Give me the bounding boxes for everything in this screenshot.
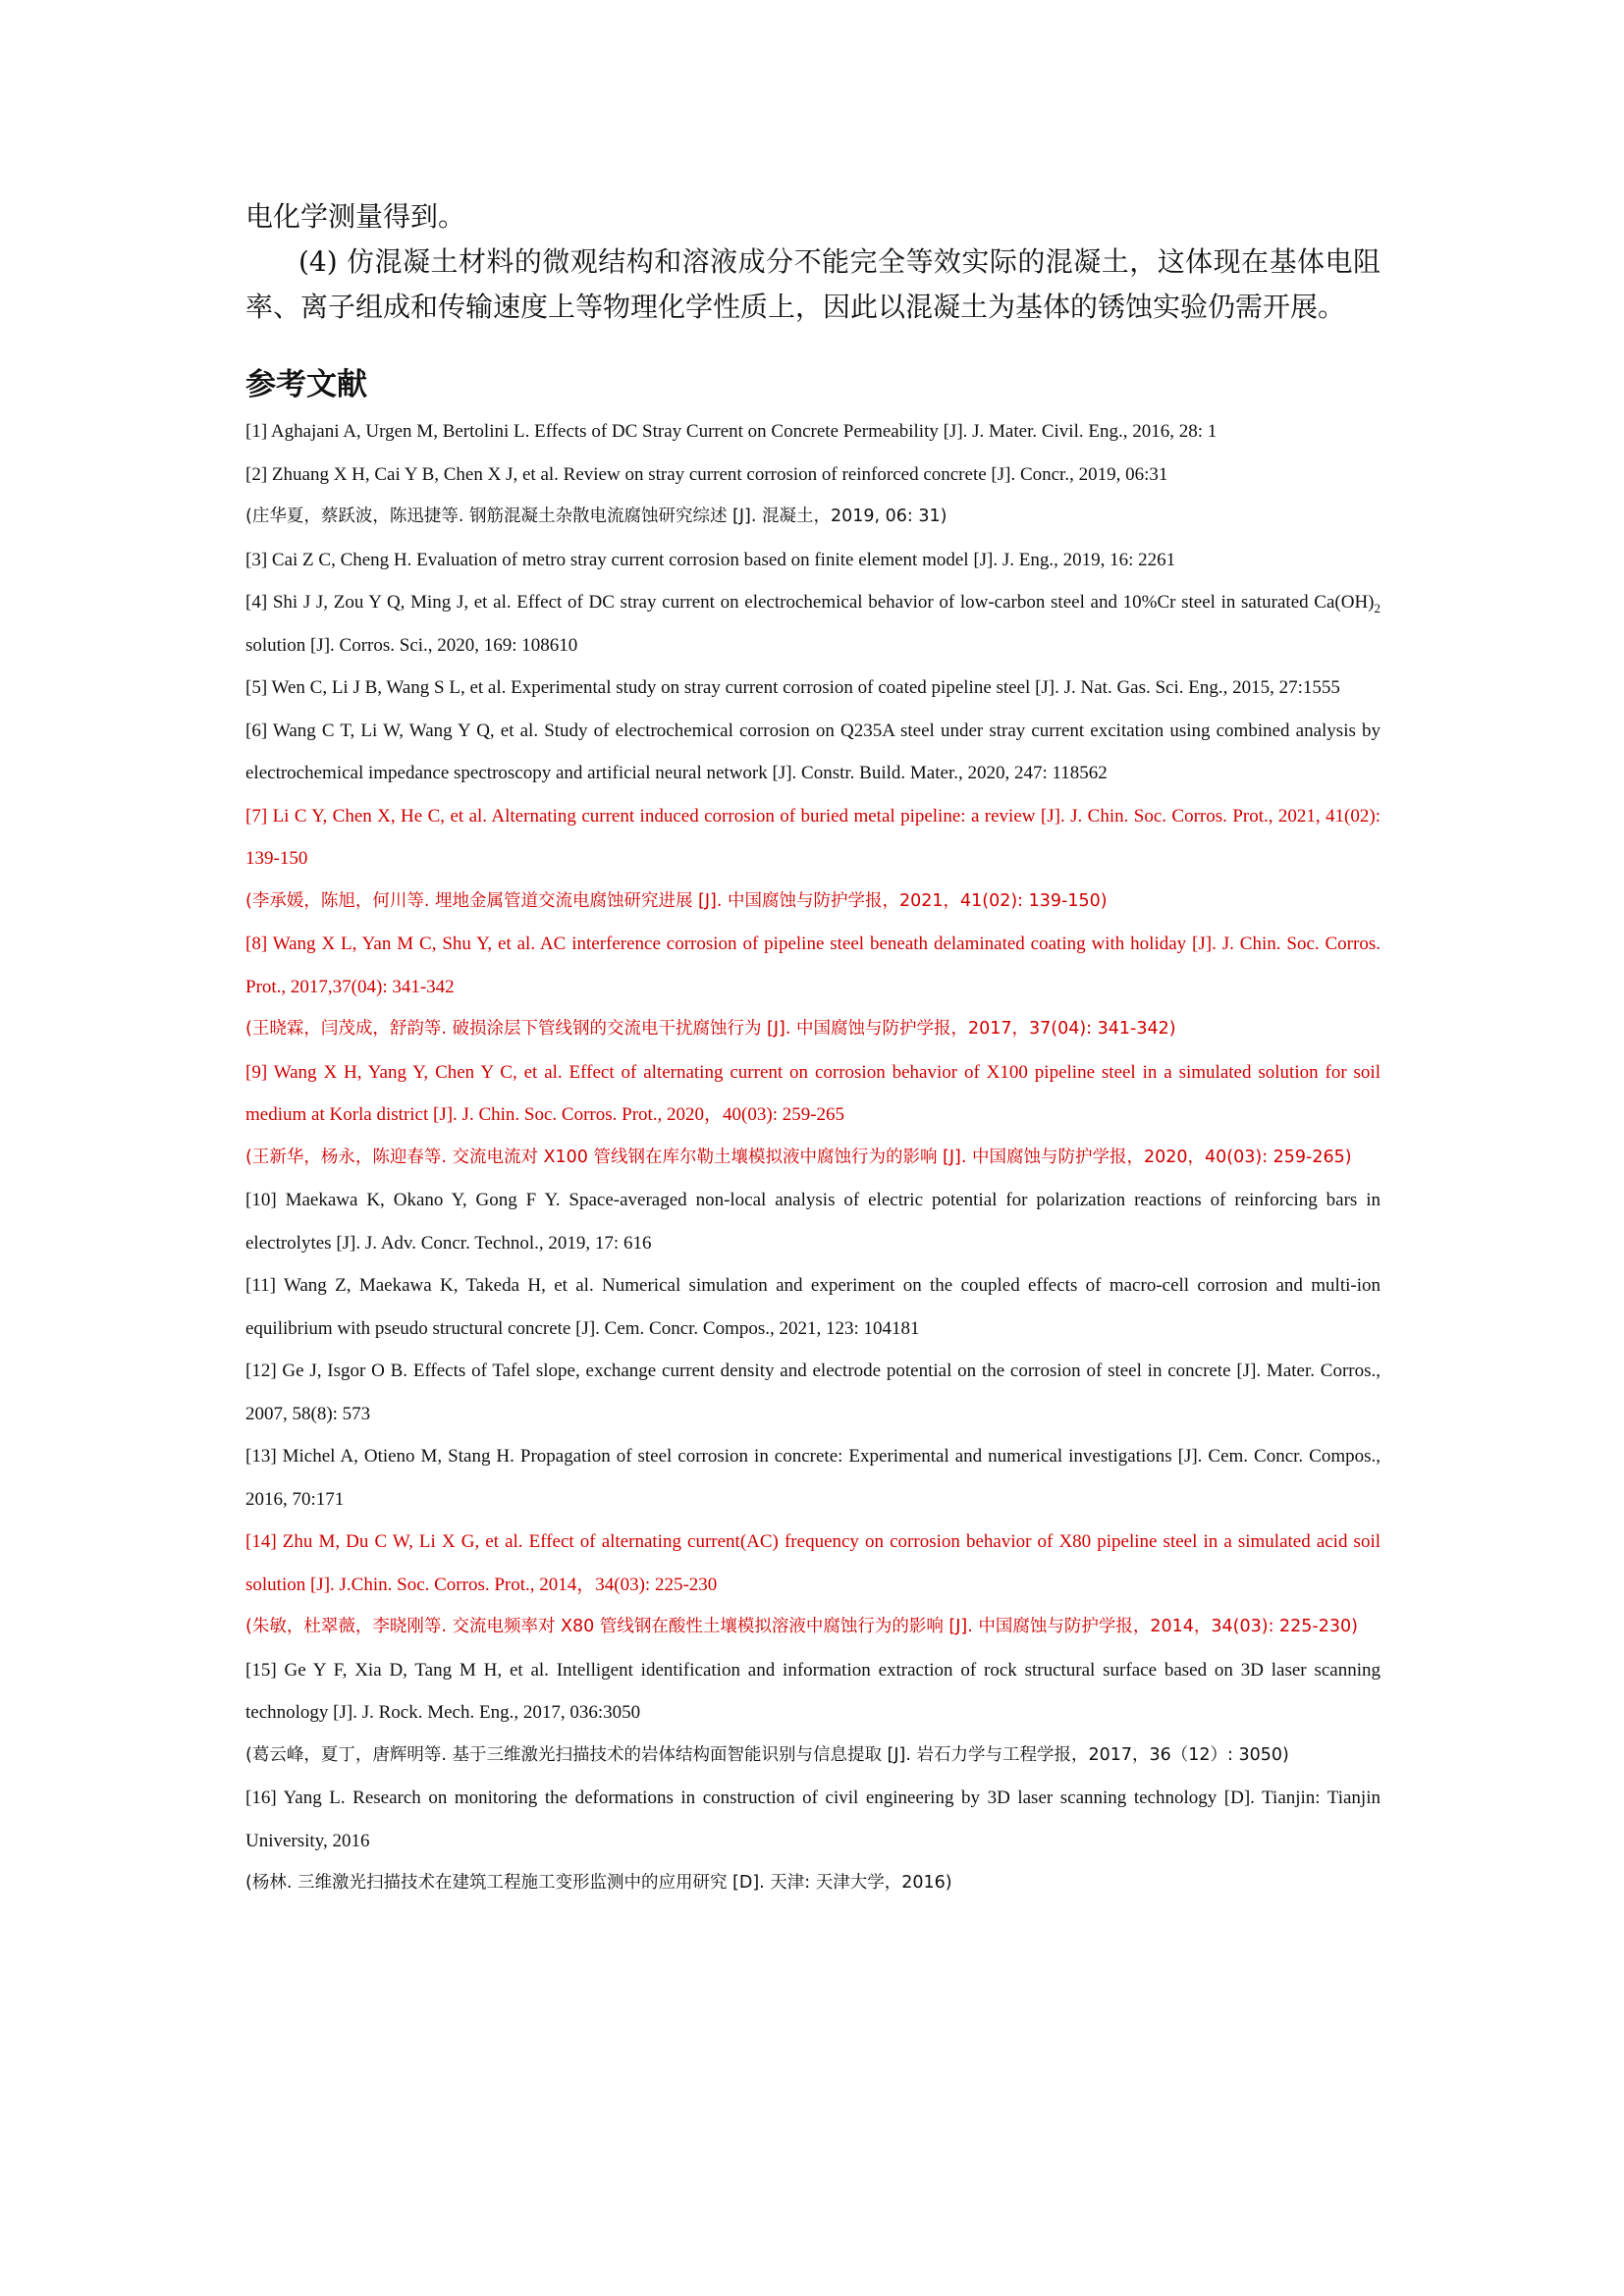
reference-chinese-translation: (葛云峰，夏丁，唐辉明等. 基于三维激光扫描技术的岩体结构面智能识别与信息提取 [J]. 岩石力学与工程学报，2017，36（12）: 3050) <box>245 1744 1289 1765</box>
reference-entry-highlighted: [8] Wang X L, Yan M C, Shu Y, et al. AC interference corrosion of pipeline steel beneath delaminated coating with holiday [J]. J. Chin. Soc. Corros. Prot., 2017,37(04): 341-342 <box>245 934 1380 997</box>
reference-entry: [6] Wang C T, Li W, Wang Y Q, et al. Study of electrochemical corrosion on Q235A steel under stray current excitation using combined analysis by electrochemical impedance spectroscopy and artificial neural network [J]. Constr. Build. Mater., 2020, 247: 118562 <box>245 720 1380 783</box>
reference-chinese-translation: (杨林. 三维激光扫描技术在建筑工程施工变形监测中的应用研究 [D]. 天津: 天津大学，2016) <box>245 1873 952 1893</box>
reference-chinese-translation-highlighted: (朱敏，杜翠薇，李晓刚等. 交流电频率对 X80 管线钢在酸性土壤模拟溶液中腐蚀行为的影响 [J]. 中国腐蚀与防护学报，2014，34(03): 225-230) <box>245 1617 1358 1636</box>
body-paragraph-2: (4) 仿混凝土材料的微观结构和溶液成分不能完全等效实际的混凝土，这体现在基体电阻率、离子组成和传输速度上等物理化学性质上，因此以混凝土为基体的锈蚀实验仍需开展。 <box>245 245 1380 323</box>
reference-entry: [5] Wen C, Li J B, Wang S L, et al. Experimental study on stray current corrosion of coated pipeline steel [J]. J. Nat. Gas. Sci. Eng., 2015, 27:1555 <box>245 677 1340 698</box>
reference-text-after-subscript: solution [J]. Corros. Sci., 2020, 169: 108610 <box>245 634 578 656</box>
reference-chinese-translation-highlighted: (王晓霖，闫茂成，舒韵等. 破损涂层下管线钢的交流电干扰腐蚀行为 [J]. 中国腐蚀与防护学报，2017，37(04): 341-342) <box>245 1019 1176 1039</box>
reference-entry <box>245 581 1380 667</box>
subscript: 2 <box>1374 600 1380 615</box>
reference-entry-highlighted: [9] Wang X H, Yang Y, Chen Y C, et al. Effect of alternating current on corrosion behavior of X100 pipeline steel in a simulated solution for soil medium at Korla district [J]. J. Chin. Soc. Corros. Prot., 2020，40(03): 259-265 <box>245 1061 1380 1125</box>
reference-entry: [10] Maekawa K, Okano Y, Gong F Y. Space-averaged non-local analysis of electric potential for polarization reactions of reinforcing bars in electrolytes [J]. J. Adv. Concr. Technol., 2019, 17: 616 <box>245 1190 1380 1254</box>
reference-entry: [15] Ge Y F, Xia D, Tang M H, et al. Intelligent identification and information extraction of rock structural surface based on 3D laser scanning technology [J]. J. Rock. Mech. Eng., 2017, 036:3050 <box>245 1659 1380 1723</box>
reference-entry: [1] Aghajani A, Urgen M, Bertolini L. Effects of DC Stray Current on Concrete Permeability [J]. J. Mater. Civil. Eng., 2016, 28: 1 <box>245 421 1218 442</box>
reference-entry: [13] Michel A, Otieno M, Stang H. Propagation of steel corrosion in concrete: Experimental and numerical investigations [J]. Cem. Concr. Compos., 2016, 70:171 <box>245 1446 1380 1510</box>
reference-entry: [11] Wang Z, Maekawa K, Takeda H, et al. Numerical simulation and experiment on the coupled effects of macro-cell corrosion and multi-ion equilibrium with pseudo structural concrete [J]. Cem. Concr. Compos., 2021, 123: 104181 <box>245 1275 1380 1339</box>
reference-entry: [3] Cai Z C, Cheng H. Evaluation of metro stray current corrosion based on finite element model [J]. J. Eng., 2019, 16: 2261 <box>245 549 1176 570</box>
reference-chinese-translation-highlighted: (李承媛，陈旭，何川等. 埋地金属管道交流电腐蚀研究进展 [J]. 中国腐蚀与防护学报，2021，41(02): 139-150) <box>245 890 1108 911</box>
reference-chinese-translation-highlighted: (王新华，杨永，陈迎春等. 交流电流对 X100 管线钢在库尔勒土壤模拟液中腐蚀行为的影响 [J]. 中国腐蚀与防护学报，2020，40(03): 259-265) <box>245 1147 1352 1167</box>
body-paragraph-1: 电化学测量得到。 <box>245 200 466 233</box>
reference-entry: [16] Yang L. Research on monitoring the deformations in construction of civil engineering by 3D laser scanning technology [D]. Tianjin: Tianjin University, 2016 <box>245 1788 1380 1851</box>
reference-chinese-translation: (庄华夏，蔡跃波，陈迅捷等. 钢筋混凝土杂散电流腐蚀研究综述 [J]. 混凝土，2019, 06: 31) <box>245 507 947 526</box>
references-heading: 参考文献 <box>245 367 367 402</box>
reference-entry: [12] Ge J, Isgor O B. Effects of Tafel slope, exchange current density and electrode potential on the corrosion of steel in concrete [J]. Mater. Corros., 2007, 58(8): 573 <box>245 1361 1380 1424</box>
reference-text-before-subscript: [4] Shi J J, Zou Y Q, Ming J, et al. Effect of DC stray current on electrochemical behavior of low-carbon steel and 10%Cr steel in saturated Ca(OH) <box>245 592 1375 613</box>
reference-entry-highlighted: [14] Zhu M, Du C W, Li X G, et al. Effect of alternating current(AC) frequency on corrosion behavior of X80 pipeline steel in a simulated acid soil solution [J]. J.Chin. Soc. Corros. Prot., 2014，34(03): 225-230 <box>245 1531 1380 1595</box>
reference-entry-highlighted: [7] Li C Y, Chen X, He C, et al. Alternating current induced corrosion of buried metal pipeline: a review [J]. J. Chin. Soc. Corros. Prot., 2021, 41(02): 139-150 <box>245 805 1380 869</box>
reference-entry: [2] Zhuang X H, Cai Y B, Chen X J, et al. Review on stray current corrosion of reinforced concrete [J]. Concr., 2019, 06:31 <box>245 463 1168 485</box>
reference-list <box>245 410 1380 1905</box>
